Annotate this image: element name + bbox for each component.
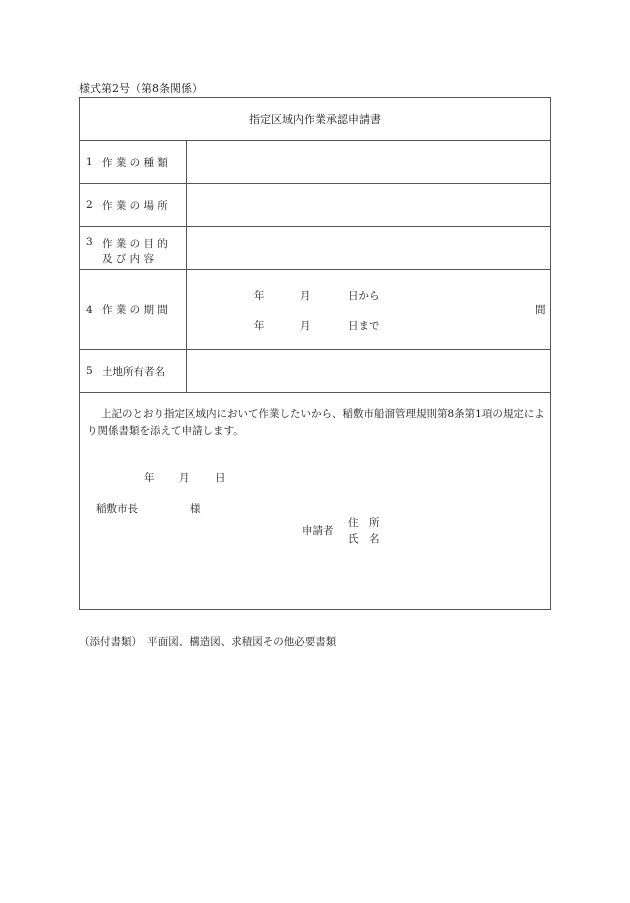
row-number: 2 bbox=[86, 199, 93, 211]
row-label-sub: 及 び 内 容 bbox=[102, 253, 155, 265]
date-year: 年 bbox=[144, 472, 155, 484]
honorific: 様 bbox=[190, 503, 201, 515]
from-year: 年 bbox=[254, 290, 265, 302]
form-number: 様式第2号（第8条関係） bbox=[79, 82, 203, 95]
row-number: 4 bbox=[86, 303, 93, 316]
attachments-note: （添付書類） 平面図、構造図、求積図その他必要書類 bbox=[79, 636, 337, 648]
addressee: 稲敷市長 bbox=[96, 503, 138, 515]
applicant-label: 申請者 bbox=[302, 525, 334, 537]
row-number: 5 bbox=[86, 365, 93, 377]
date-month: 月 bbox=[179, 472, 190, 484]
declaration-text: 上記のとおり指定区域内において作業したいから、稲敷市船溜管理規則第8条第1項の規定により関係書類を添えて申請します。 bbox=[87, 408, 545, 437]
row-work-purpose bbox=[80, 227, 550, 270]
row-label: 作 業 の 期 間 bbox=[102, 304, 168, 316]
row-work-period bbox=[80, 270, 550, 350]
row-work-location bbox=[80, 184, 550, 227]
duration-label: 間 bbox=[535, 304, 546, 316]
row-label: 土地所有者名 bbox=[102, 365, 165, 378]
form-title: 指定区域内作業承認申請書 bbox=[80, 98, 550, 141]
row-label: 作 業 の 種 類 bbox=[102, 156, 168, 169]
from-day: 日から bbox=[348, 290, 380, 302]
applicant-name-label: 氏 名 bbox=[348, 533, 380, 545]
date-day: 日 bbox=[215, 472, 226, 484]
applicant-address-label: 住 所 bbox=[348, 517, 380, 529]
to-month: 月 bbox=[300, 320, 311, 332]
row-label: 作 業 の 目 的 bbox=[102, 238, 168, 250]
application-form bbox=[79, 97, 551, 610]
row-land-owner bbox=[80, 350, 550, 393]
row-number: 3 bbox=[86, 236, 93, 248]
row-number: 1 bbox=[86, 156, 93, 168]
row-label: 作 業 の 場 所 bbox=[102, 199, 168, 212]
to-day: 日まで bbox=[348, 320, 380, 332]
to-year: 年 bbox=[254, 320, 265, 332]
row-work-type bbox=[80, 141, 550, 184]
from-month: 月 bbox=[300, 290, 311, 302]
